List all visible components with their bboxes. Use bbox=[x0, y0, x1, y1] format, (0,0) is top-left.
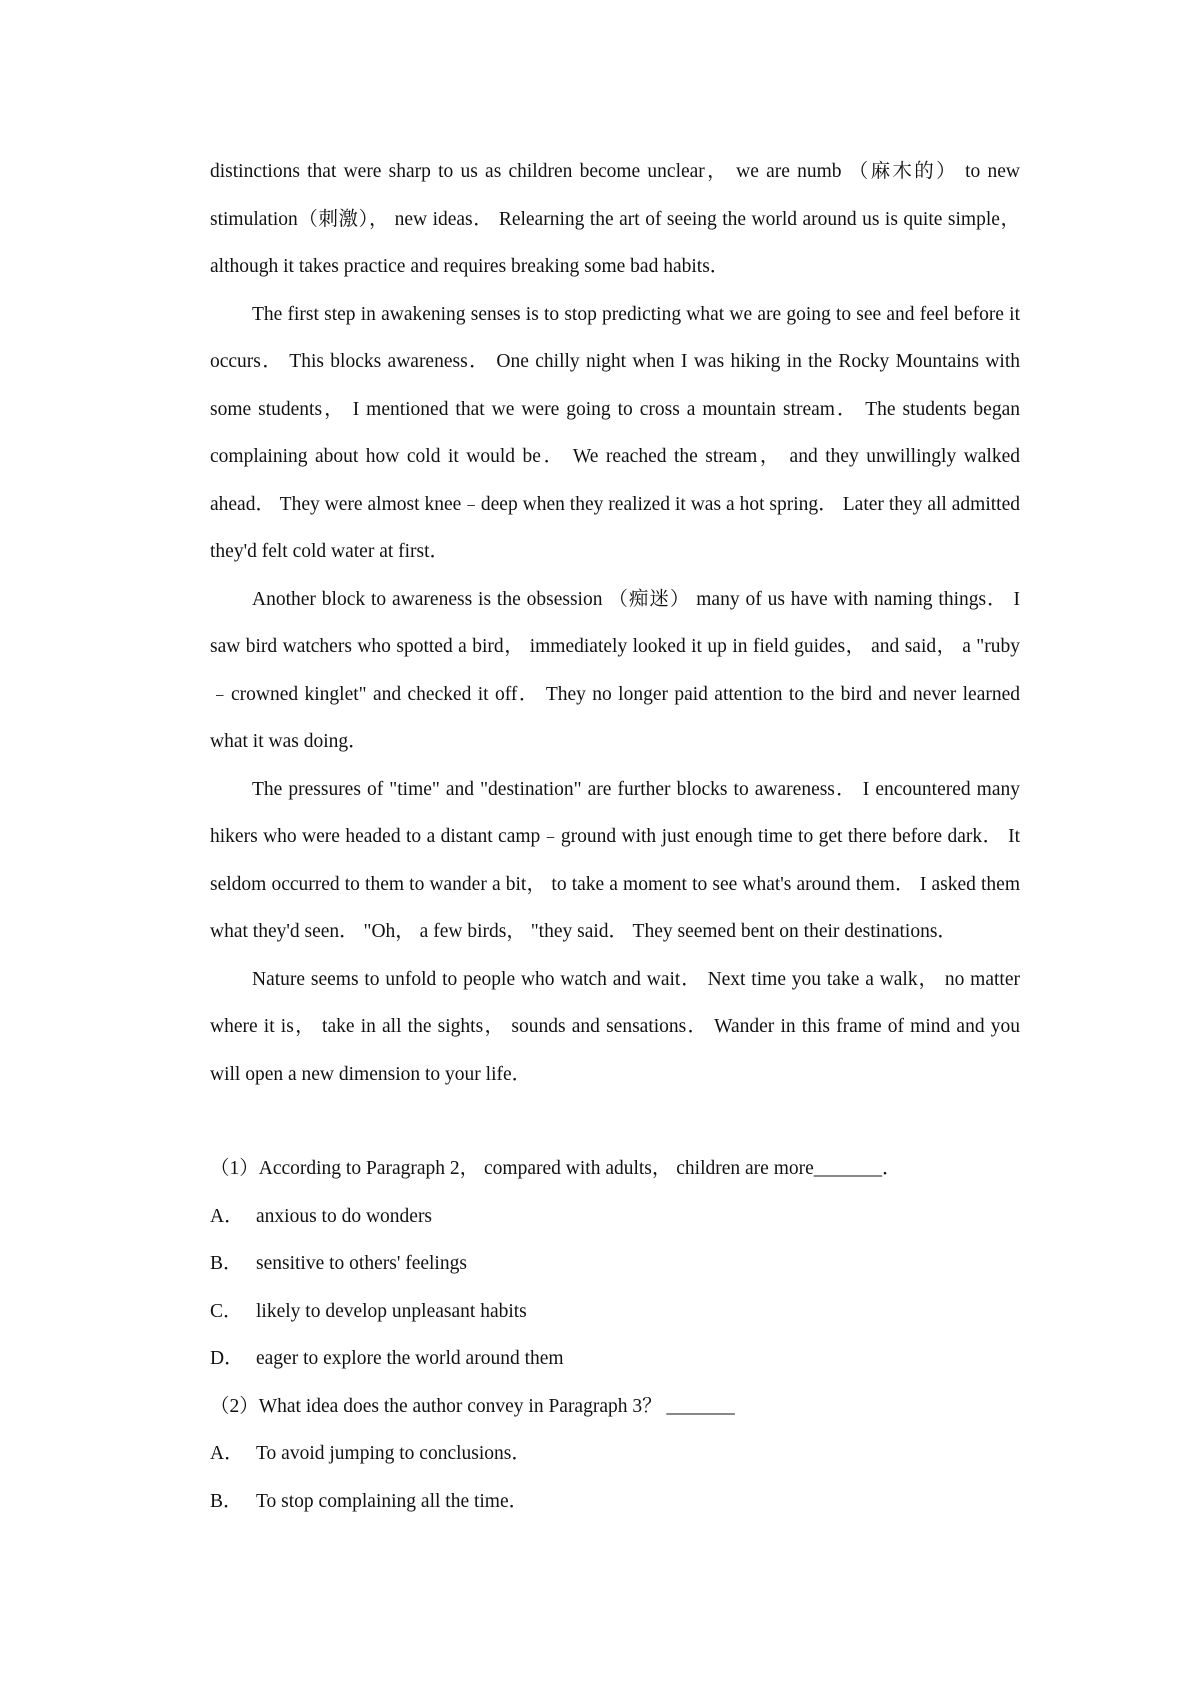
option-text: To stop complaining all the time． bbox=[256, 1490, 529, 1512]
option-text: sensitive to others' feelings bbox=[256, 1253, 467, 1274]
option-text: likely to develop unpleasant habits bbox=[256, 1300, 527, 1322]
passage-paragraph: The pressures of "time" and "destination" are further blocks to awareness． I encountered many hikers who were headed to a distant camp﹣ground with just enough time to get there before dark． It seldom occurred to them to wander a bit， to take a moment to see what's around them． I asked them what they'd seen． "Oh， a few birds， "they said． They seemed bent on their destinations． bbox=[210, 778, 1020, 942]
answer-option bbox=[210, 1430, 1020, 1478]
question-1 bbox=[210, 1145, 1020, 1383]
passage bbox=[210, 148, 1020, 1098]
document-page bbox=[210, 148, 1020, 1525]
passage-paragraph: distinctions that were sharp to us as children become unclear， we are numb （麻木的） to new stimulation（刺激）， new ideas． Relearning the art of seeing the world around us is quite simple， although it takes practice and requires breaking some bad habits． bbox=[210, 161, 1020, 277]
question-stem: （1）According to Paragraph 2， compared with adults， children are more_______． bbox=[210, 1158, 902, 1179]
option-text: To avoid jumping to conclusions． bbox=[256, 1443, 531, 1464]
question-stem: （2）What idea does the author convey in Paragraph 3？ _______ bbox=[210, 1395, 735, 1417]
question-2 bbox=[210, 1383, 1020, 1526]
passage-paragraph: Nature seems to unfold to people who watch and wait． Next time you take a walk， no matter where it is， take in all the sights， sounds and sensations． Wander in this frame of mind and you will open a new dimension to your life． bbox=[210, 968, 1020, 1085]
option-text: eager to explore the world around them bbox=[256, 1348, 564, 1369]
option-letter: A． bbox=[210, 1205, 244, 1227]
option-letter: D． bbox=[210, 1348, 244, 1369]
passage-paragraph: The first step in awakening senses is to stop predicting what we are going to see and feel before it occurs． This blocks awareness． One chilly night when I was hiking in the Rocky Mountains with some students， I mentioned that we were going to cross a mountain stream． The students began complaining about how cold it would be． We reached the stream， and they unwillingly walked ahead． They were almost knee﹣deep when they realized it was a hot spring． Later they all admitted they'd felt cold water at first． bbox=[210, 303, 1020, 562]
option-letter: B． bbox=[210, 1490, 243, 1512]
section-gap bbox=[210, 1098, 1020, 1145]
answer-option bbox=[210, 1240, 1020, 1288]
answer-option bbox=[210, 1335, 1020, 1383]
answer-option bbox=[210, 1193, 1020, 1241]
answer-option bbox=[210, 1478, 1020, 1526]
option-letter: A． bbox=[210, 1443, 244, 1464]
passage-paragraph: Another block to awareness is the obsession （痴迷） many of us have with naming things． I saw bird watchers who spotted a bird， immediately looked it up in field guides， and said， a "ruby﹣crowned kinglet" and checked it off． They no longer paid attention to the bird and never learned what it was doing． bbox=[210, 588, 1020, 752]
option-letter: C． bbox=[210, 1300, 243, 1322]
option-text: anxious to do wonders bbox=[256, 1205, 433, 1227]
option-letter: B． bbox=[210, 1253, 243, 1274]
answer-option bbox=[210, 1288, 1020, 1336]
